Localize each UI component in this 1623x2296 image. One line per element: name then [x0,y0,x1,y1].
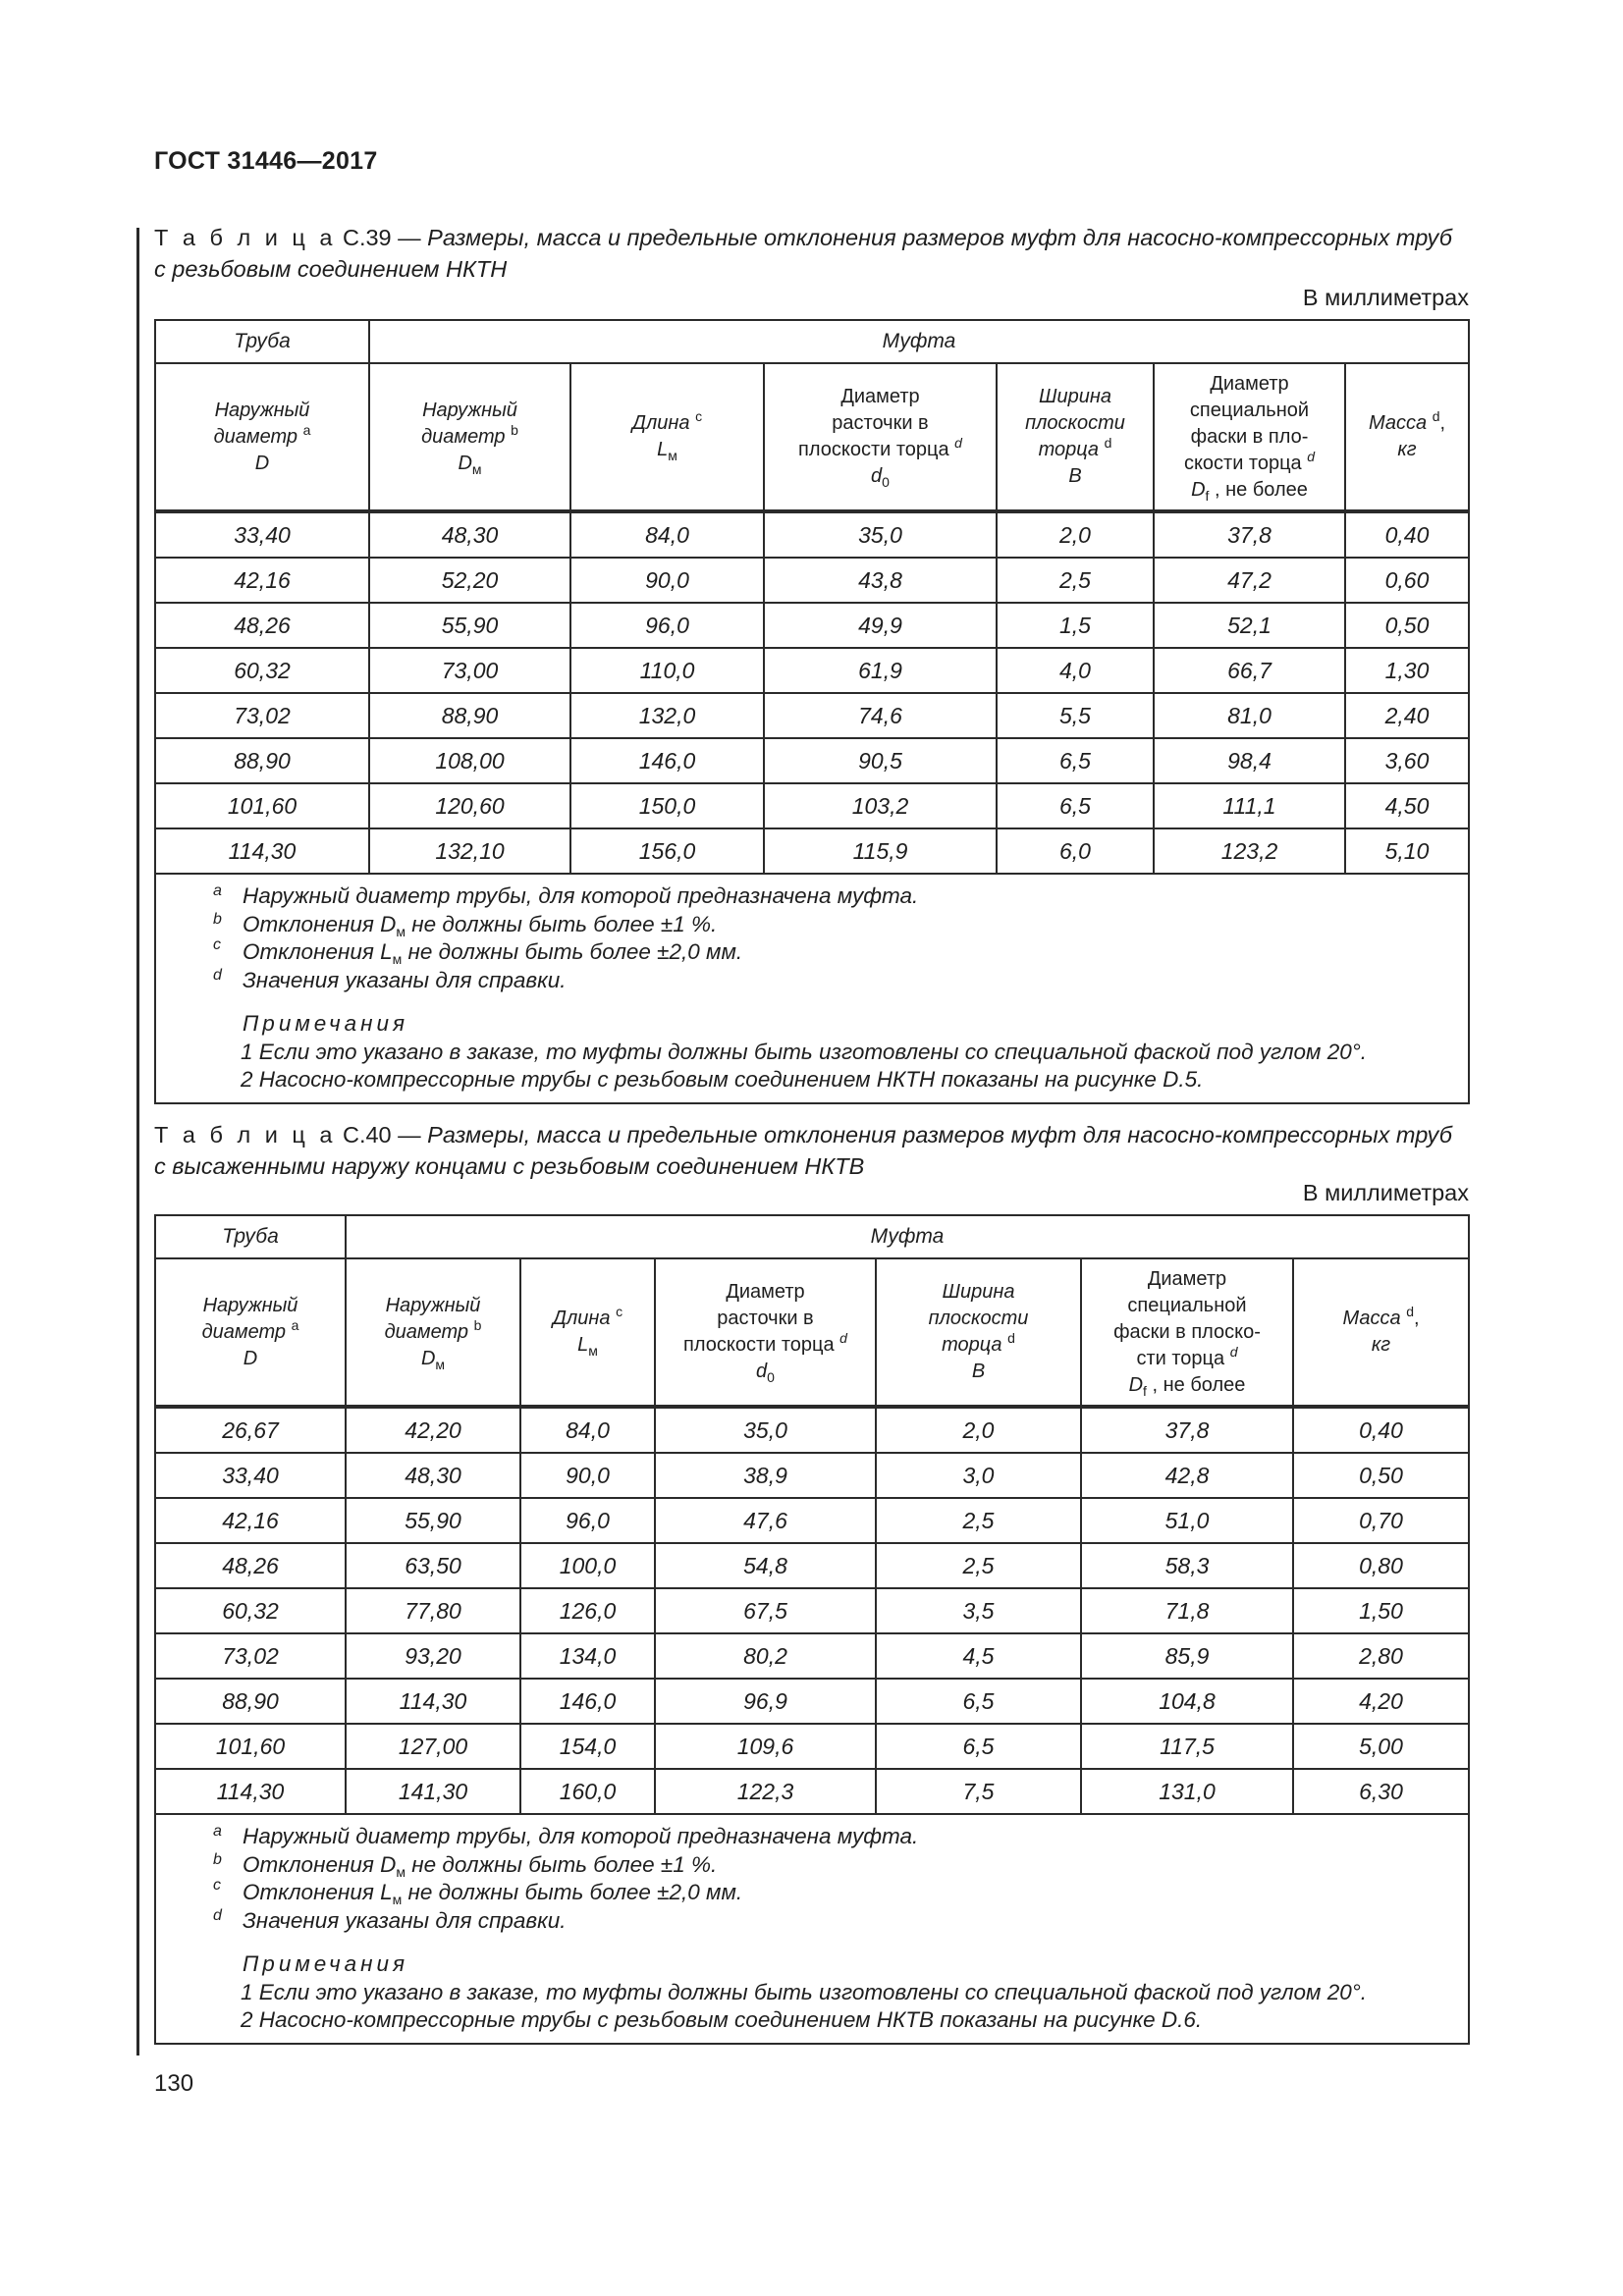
footnote-c: c Отклонения $L_м$ не должны быть более ±2,0 мм. [213,1877,743,1907]
table-cell: 81,0 [1154,693,1345,738]
table-row [155,1769,1469,1814]
header-coupling: Муфта [346,1215,1469,1258]
notes-heading: Примечания [243,1951,409,1976]
table-cell: 93,20 [346,1633,520,1679]
table-cell: 2,5 [997,558,1154,603]
table-cell: 6,5 [997,738,1154,783]
table-cell: 134,0 [520,1633,655,1679]
table-cell: 7,5 [876,1769,1081,1814]
table-cell: 88,90 [155,1679,346,1724]
table-row [155,693,1469,738]
table-cell: 96,9 [655,1679,876,1724]
col-outer-diameter-coupling: Наружный диаметр $^b$ $D_м$ [369,363,570,511]
footnote-c: c Отклонения $L_м$ не должны быть более ±2,0 мм. [213,936,743,967]
table-cell: 4,0 [997,648,1154,693]
table-cell: 49,9 [764,603,997,648]
table-cell: 48,26 [155,603,369,648]
table2-notes [155,1814,1469,2044]
table-cell: 42,16 [155,1498,346,1543]
footnote-a: a Наружный диаметр трубы, для которой предназначена муфта. [213,1823,919,1848]
table-label: Т а б л и ц а [154,225,337,250]
caption-text-line1: Размеры, масса и предельные отклонения размеров муфт для насосно-компрессорных труб [427,225,1452,250]
table-cell: 42,20 [346,1407,520,1453]
table-cell: 1,30 [1345,648,1469,693]
table-row [155,828,1469,874]
table-cell: 42,16 [155,558,369,603]
table-cell: 2,40 [1345,693,1469,738]
col-face-width: Ширина плоскости торца $^d$ B [876,1258,1081,1407]
table-cell: 67,5 [655,1588,876,1633]
table-cell: 73,02 [155,693,369,738]
table-cell: 58,3 [1081,1543,1293,1588]
table-cell: 63,50 [346,1543,520,1588]
table-cell: 52,1 [1154,603,1345,648]
table-cell: 150,0 [570,783,764,828]
table-cell: 73,02 [155,1633,346,1679]
table-cell: 114,30 [155,1769,346,1814]
table-cell: 5,5 [997,693,1154,738]
table-row [155,603,1469,648]
note-2: 2 Насосно-компрессорные трубы с резьбовым соединением НКТН показаны на рисунке D.5. [241,1067,1204,1092]
table-cell: 66,7 [1154,648,1345,693]
table-cell: 0,40 [1293,1407,1469,1453]
table-cell: 37,8 [1081,1407,1293,1453]
table-cell: 132,0 [570,693,764,738]
table-number: С.40 [342,1122,392,1148]
table-cell: 98,4 [1154,738,1345,783]
table-cell: 43,8 [764,558,997,603]
table-cell: 3,5 [876,1588,1081,1633]
table-cell: 88,90 [155,738,369,783]
table-cell: 103,2 [764,783,997,828]
table-cell: 6,5 [876,1724,1081,1769]
table-cell: 1,50 [1293,1588,1469,1633]
table-cell: 4,20 [1293,1679,1469,1724]
table-cell: 3,60 [1345,738,1469,783]
table-cell: 156,0 [570,828,764,874]
table-cell: 0,70 [1293,1498,1469,1543]
table-cell: 84,0 [520,1407,655,1453]
table-cell: 42,8 [1081,1453,1293,1498]
table2-units: В миллиметрах [1302,1180,1469,1205]
table-cell: 101,60 [155,1724,346,1769]
table-cell: 2,0 [997,511,1154,558]
table-cell: 123,2 [1154,828,1345,874]
col-outer-diameter-coupling: Наружный диаметр $^b$ $D_м$ [346,1258,520,1407]
table-row [155,1633,1469,1679]
footnote-d: d Значения указаны для справки. [213,966,567,992]
table-cell: 2,80 [1293,1633,1469,1679]
col-chamfer-diameter: Диаметр специальной фаски в плоско- сти торца $^d$ $D_f$ , не более [1081,1258,1293,1407]
table-cell: 115,9 [764,828,997,874]
col-mass: Масса $^d$, кг [1293,1258,1469,1407]
table-row [155,648,1469,693]
table-cell: 0,40 [1345,511,1469,558]
table-cell: 48,26 [155,1543,346,1588]
caption-text-line1: Размеры, масса и предельные отклонения размеров муфт для насосно-компрессорных труб [427,1122,1452,1148]
caption-text-line2: с резьбовым соединением НКТН [154,256,508,282]
table2-caption [154,1119,1470,1182]
table-cell: 120,60 [369,783,570,828]
table-row [155,1588,1469,1633]
table-cell: 160,0 [520,1769,655,1814]
table-cell: 131,0 [1081,1769,1293,1814]
table-cell: 108,00 [369,738,570,783]
note-2: 2 Насосно-компрессорные трубы с резьбовым соединением НКТВ показаны на рисунке D.6. [241,2007,1203,2032]
table-row [155,511,1469,558]
table-cell: 0,50 [1345,603,1469,648]
table-cell: 127,00 [346,1724,520,1769]
table-cell: 114,30 [346,1679,520,1724]
table-cell: 61,9 [764,648,997,693]
caption-dash: — [391,225,428,250]
table-cell: 6,0 [997,828,1154,874]
table1-body [155,511,1469,874]
table-cell: 51,0 [1081,1498,1293,1543]
table-cell: 77,80 [346,1588,520,1633]
table-cell: 96,0 [570,603,764,648]
change-margin-bar [136,228,139,2056]
notes-heading: Примечания [243,1011,409,1036]
col-length: Длина $^c$ $L_м$ [520,1258,655,1407]
table2 [154,1214,1470,2045]
col-bore-diameter: Диаметр расточки в плоскости торца $^d$ $d_0$ [764,363,997,511]
col-length: Длина $^c$ $L_м$ [570,363,764,511]
table2-body [155,1407,1469,1814]
table-cell: 146,0 [520,1679,655,1724]
table-cell: 6,30 [1293,1769,1469,1814]
caption-text-line2: с высаженными наружу концами с резьбовым соединением НКТВ [154,1153,865,1179]
table-cell: 38,9 [655,1453,876,1498]
table-cell: 26,67 [155,1407,346,1453]
table-label: Т а б л и ц а [154,1122,337,1148]
note-1: 1 Если это указано в заказе, то муфты должны быть изготовлены со специальной фаской под углом 20°. [241,1979,1368,2004]
table-cell: 132,10 [369,828,570,874]
table-cell: 122,3 [655,1769,876,1814]
table-cell: 111,1 [1154,783,1345,828]
table-row [155,1679,1469,1724]
table-cell: 110,0 [570,648,764,693]
note-1: 1 Если это указано в заказе, то муфты должны быть изготовлены со специальной фаской под углом 20°. [241,1039,1368,1064]
table-cell: 2,5 [876,1543,1081,1588]
table-cell: 5,10 [1345,828,1469,874]
table-cell: 71,8 [1081,1588,1293,1633]
table-cell: 74,6 [764,693,997,738]
table-cell: 104,8 [1081,1679,1293,1724]
footnote-b: b Отклонения $D_м$ не должны быть более ±1 %. [213,910,718,939]
table-cell: 37,8 [1154,511,1345,558]
table-cell: 90,5 [764,738,997,783]
table1 [154,319,1470,1104]
table1-caption [154,222,1470,285]
table-cell: 88,90 [369,693,570,738]
table-cell: 84,0 [570,511,764,558]
table-row [155,558,1469,603]
table-cell: 55,90 [346,1498,520,1543]
table-cell: 3,0 [876,1453,1081,1498]
table-cell: 5,00 [1293,1724,1469,1769]
table-cell: 60,32 [155,1588,346,1633]
table-row [155,1543,1469,1588]
table-cell: 1,5 [997,603,1154,648]
footnote-b: b Отклонения $D_м$ не должны быть более ±1 %. [213,1850,718,1880]
col-bore-diameter: Диаметр расточки в плоскости торца $^d$ $d_0$ [655,1258,876,1407]
table-cell: 6,5 [876,1679,1081,1724]
table-cell: 33,40 [155,1453,346,1498]
table-cell: 2,5 [876,1498,1081,1543]
table-row [155,1453,1469,1498]
header-coupling: Муфта [369,320,1469,363]
table-cell: 54,8 [655,1543,876,1588]
page-number: 130 [154,2070,194,2097]
table-cell: 146,0 [570,738,764,783]
table-cell: 80,2 [655,1633,876,1679]
table-cell: 0,60 [1345,558,1469,603]
table-cell: 141,30 [346,1769,520,1814]
table-cell: 55,90 [369,603,570,648]
table-number: С.39 [342,225,392,250]
table-cell: 6,5 [997,783,1154,828]
table-cell: 48,30 [369,511,570,558]
col-outer-diameter-pipe: Наружный диаметр $^a$ D [155,363,369,511]
table-cell: 126,0 [520,1588,655,1633]
table-cell: 47,6 [655,1498,876,1543]
table-cell: 114,30 [155,828,369,874]
header-pipe: Труба [155,320,369,363]
table-row [155,1498,1469,1543]
col-outer-diameter-pipe: Наружный диаметр $^a$ D [155,1258,346,1407]
table-cell: 90,0 [570,558,764,603]
table-cell: 35,0 [764,511,997,558]
table-cell: 60,32 [155,648,369,693]
table-cell: 73,00 [369,648,570,693]
table-cell: 117,5 [1081,1724,1293,1769]
col-face-width: Ширина плоскости торца $^d$ B [997,363,1154,511]
header-pipe: Труба [155,1215,346,1258]
table-cell: 48,30 [346,1453,520,1498]
table1-units: В миллиметрах [1302,285,1469,310]
table-row [155,738,1469,783]
table-cell: 4,5 [876,1633,1081,1679]
table-cell: 35,0 [655,1407,876,1453]
table-row [155,1407,1469,1453]
table-row [155,783,1469,828]
table-cell: 100,0 [520,1543,655,1588]
document-title: ГОСТ 31446—2017 [154,147,378,175]
table-cell: 52,20 [369,558,570,603]
table1-notes [155,874,1469,1103]
col-chamfer-diameter: Диаметр специальной фаски в пло- скости торца $^d$ $D_f$ , не более [1154,363,1345,511]
table-cell: 2,0 [876,1407,1081,1453]
table-cell: 154,0 [520,1724,655,1769]
table-cell: 47,2 [1154,558,1345,603]
footnote-d: d Значения указаны для справки. [213,1906,567,1933]
table-cell: 96,0 [520,1498,655,1543]
table-cell: 101,60 [155,783,369,828]
footnote-a: a Наружный диаметр трубы, для которой предназначена муфта. [213,882,919,908]
caption-dash: — [391,1122,428,1148]
table-row [155,1724,1469,1769]
col-mass: Масса $^d$, кг [1345,363,1469,511]
table-cell: 33,40 [155,511,369,558]
table-cell: 0,80 [1293,1543,1469,1588]
table-cell: 109,6 [655,1724,876,1769]
table-cell: 90,0 [520,1453,655,1498]
table-cell: 0,50 [1293,1453,1469,1498]
table-cell: 85,9 [1081,1633,1293,1679]
table-cell: 4,50 [1345,783,1469,828]
